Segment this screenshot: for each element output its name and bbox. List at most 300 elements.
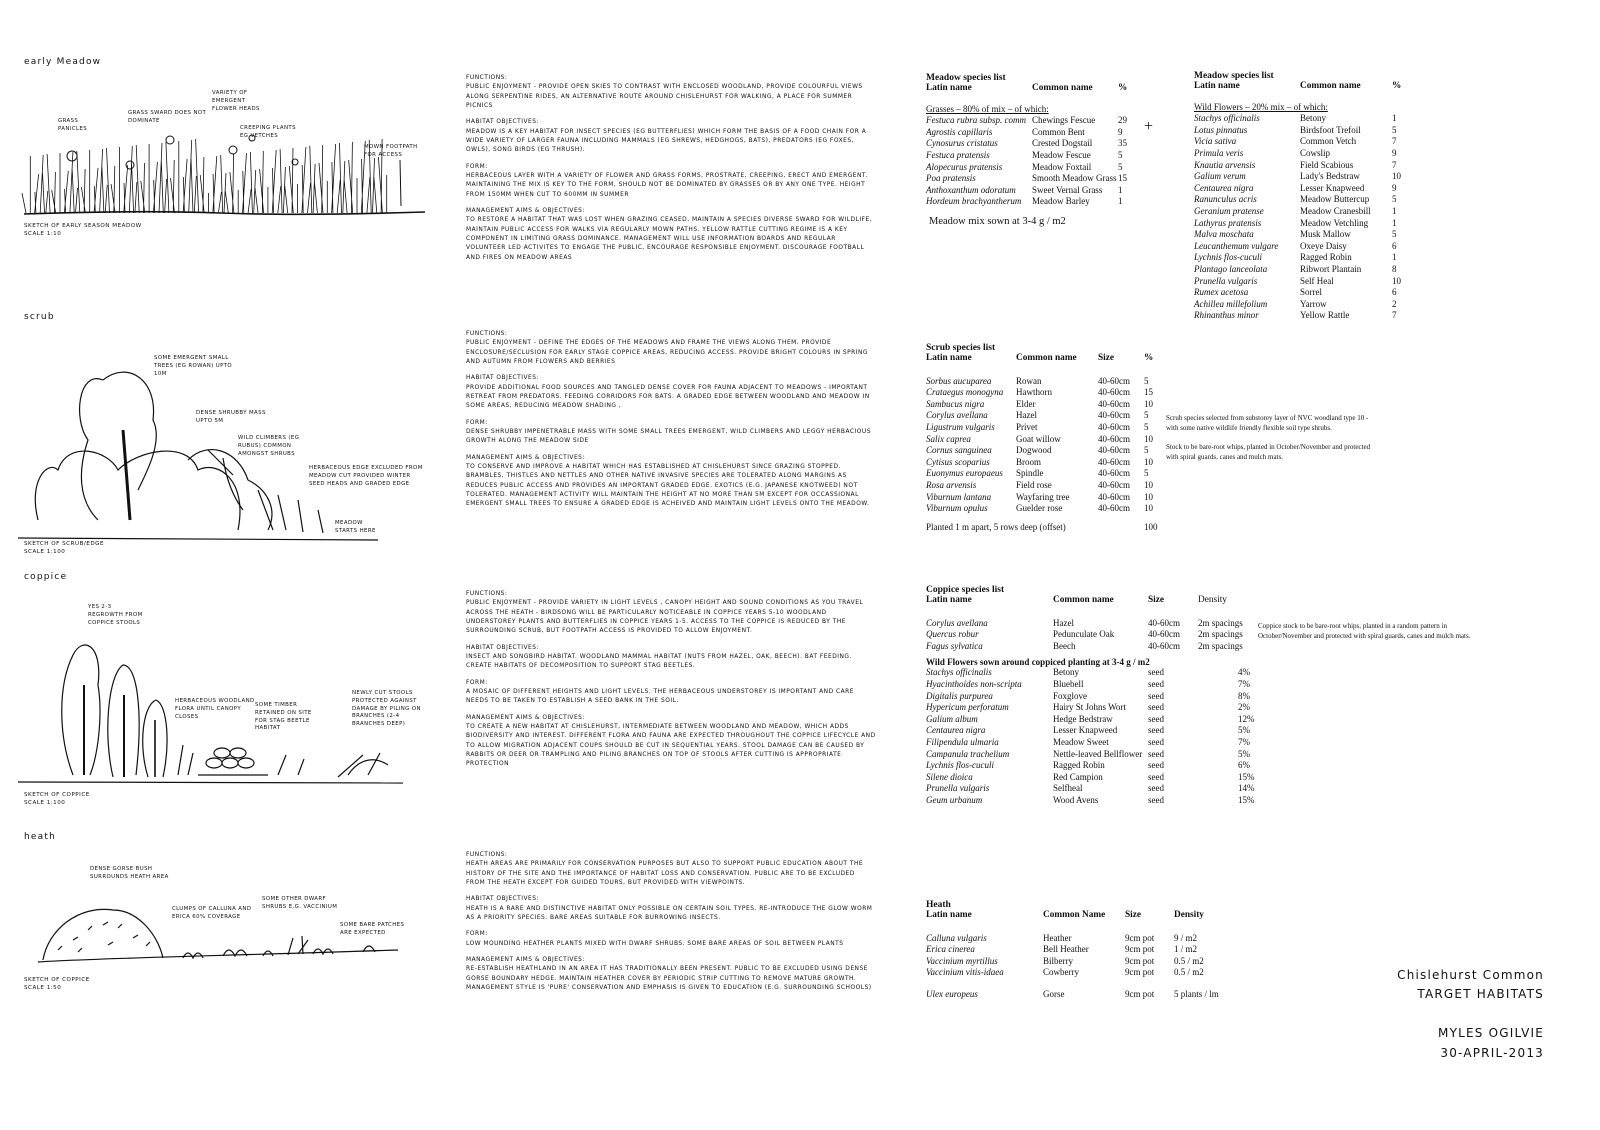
- latin-name: Hordeum brachyantherum: [926, 196, 1022, 207]
- latin-name: Stachys officinalis: [926, 667, 992, 678]
- latin-name: Lotus pinnatus: [1194, 124, 1248, 135]
- table-cell: seed: [1148, 713, 1164, 724]
- meadow-annot-1: GRASS PANICLES: [58, 118, 88, 132]
- table-cell: 12%: [1238, 713, 1255, 724]
- meadow-annot-5: MOWN FOOTPATH FOR ACCESS: [364, 144, 418, 158]
- table-cell: seed: [1148, 748, 1164, 759]
- latin-name: Viburnum opulus: [926, 503, 988, 514]
- table-cell: Lady's Bedstraw: [1300, 171, 1360, 182]
- project-title: Chislehurst Common: [1397, 968, 1544, 982]
- table-row: [926, 679, 1255, 691]
- table-cell: Bluebell: [1053, 678, 1084, 689]
- table-cell: 5: [1392, 229, 1397, 240]
- table-row: [926, 480, 1153, 492]
- table-cell: 5: [1144, 421, 1149, 432]
- meadow-caption: SKETCH OF EARLY SEASON MEADOW SCALE 1:10: [24, 223, 142, 238]
- table-cell: Smooth Meadow Grass: [1032, 173, 1117, 184]
- scrub-annot-1: SOME EMERGENT SMALL TREES (EG ROWAN) UPTO 10M: [154, 355, 233, 377]
- section-title-meadow: early Meadow: [24, 57, 102, 67]
- coppice-annot-3: SOME TIMBER RETAINED ON SITE FOR STAG BEETLE HABITAT: [255, 702, 312, 732]
- meadow-annot-2: GRASS SWARD DOES NOT DOMINATE: [128, 110, 207, 124]
- latin-name: Stachys officinalis: [1194, 113, 1260, 124]
- section-title-heath: heath: [24, 832, 56, 842]
- table-row: [926, 115, 1127, 127]
- table-cell: 8: [1392, 263, 1397, 274]
- latin-name: Festuca pratensis: [926, 149, 990, 160]
- table-row: [926, 714, 1255, 726]
- latin-name: Quercus robur: [926, 629, 979, 640]
- latin-name: Geum urbanum: [926, 794, 983, 805]
- table-cell: 10: [1144, 503, 1153, 514]
- table-cell: Yarrow: [1300, 298, 1327, 309]
- table-cell: 10: [1144, 479, 1153, 490]
- table-cell: 40-60cm: [1098, 387, 1130, 398]
- table-row: [926, 492, 1153, 504]
- table-row: [926, 702, 1255, 714]
- table-row: [926, 667, 1255, 679]
- table-cell: Hawthorn: [1016, 387, 1052, 398]
- table-cell: 10: [1392, 171, 1401, 182]
- meadow-mix-note: Meadow mix sown at 3-4 g / m2: [929, 215, 1066, 227]
- table-cell: Rowan: [1016, 375, 1042, 386]
- scrub-total: 100: [1144, 521, 1158, 532]
- latin-name: Geranium pratense: [1194, 205, 1264, 216]
- table-cell: 10: [1144, 433, 1153, 444]
- table-cell: 5: [1392, 124, 1397, 135]
- table-row: [926, 967, 1204, 979]
- table-row: [926, 162, 1127, 174]
- plus-sign: +: [1144, 118, 1154, 135]
- table-row: [1194, 241, 1401, 253]
- latin-name: Cornus sanguinea: [926, 445, 992, 456]
- table-cell: seed: [1148, 678, 1164, 689]
- table-cell: seed: [1148, 702, 1164, 713]
- table-row: [926, 618, 1243, 630]
- latin-name: Rumex acetosa: [1194, 287, 1249, 298]
- table-cell: seed: [1148, 690, 1164, 701]
- table-cell: Wood Avens: [1053, 794, 1099, 805]
- table-cell: 6%: [1238, 760, 1250, 771]
- latin-name: Ranunculus acris: [1194, 194, 1257, 205]
- heath-annot-4: SOME BARE PATCHES ARE EXPECTED: [340, 922, 405, 936]
- latin-name: Viburnum lantana: [926, 491, 992, 502]
- table-cell: seed: [1148, 760, 1164, 771]
- table-cell: Self Heal: [1300, 275, 1334, 286]
- table-row: [1194, 206, 1401, 218]
- table-row: [926, 434, 1153, 446]
- table-row: [1194, 218, 1401, 230]
- table-cell: seed: [1148, 783, 1164, 794]
- table-cell: 29: [1118, 115, 1127, 126]
- table-cell: 8%: [1238, 690, 1250, 701]
- table-cell: 0.5 / m2: [1174, 967, 1204, 978]
- latin-name: Erica cinerea: [926, 944, 975, 955]
- table-row: [926, 376, 1153, 388]
- table-cell: Meadow Buttercup: [1300, 194, 1370, 205]
- coppice-caption: SKETCH OF COPPICE SCALE 1:100: [24, 792, 90, 807]
- table-cell: Meadow Sweet: [1053, 736, 1109, 747]
- table-row: [926, 783, 1255, 795]
- table-cell: Common Bent: [1032, 126, 1085, 137]
- latin-name: Euonymus europaeus: [926, 468, 1003, 479]
- table-cell: 40-60cm: [1098, 398, 1130, 409]
- table-row: [1194, 287, 1401, 299]
- table-cell: Meadow Cranesbill: [1300, 205, 1371, 216]
- table-row: [926, 127, 1127, 139]
- table-cell: Guelder rose: [1016, 503, 1063, 514]
- table-row: [926, 795, 1255, 807]
- table-row: [926, 944, 1204, 956]
- table-cell: Lesser Knapweed: [1053, 725, 1118, 736]
- latin-name: Crataegus monogyna: [926, 387, 1004, 398]
- table-cell: 7%: [1238, 736, 1250, 747]
- latin-name: Agrostis capillaris: [926, 126, 993, 137]
- table-cell: 1: [1392, 205, 1397, 216]
- table-cell: Hazel: [1016, 410, 1037, 421]
- latin-name: Achillea millefolium: [1194, 298, 1268, 309]
- latin-name: Vaccinium vitis-idaea: [926, 967, 1004, 978]
- latin-name: Centaurea nigra: [1194, 182, 1254, 193]
- table-row: [926, 772, 1255, 784]
- table-cell: 9cm pot: [1125, 932, 1155, 943]
- table-cell: 40-60cm: [1098, 468, 1130, 479]
- table-cell: Broom: [1016, 456, 1042, 467]
- table-row: [926, 629, 1243, 641]
- table-cell: 7: [1392, 310, 1397, 321]
- table-row: [1194, 264, 1401, 276]
- table-row: [1194, 229, 1401, 241]
- table-cell: Wayfaring tree: [1016, 491, 1070, 502]
- table-row: [926, 185, 1127, 197]
- table-cell: 40-60cm: [1098, 503, 1130, 514]
- table-cell: 9: [1392, 182, 1397, 193]
- table-cell: Yellow Rattle: [1300, 310, 1350, 321]
- latin-name: Malva moschata: [1194, 229, 1254, 240]
- table-cell: Sweet Vernal Grass: [1032, 184, 1103, 195]
- table-row: [926, 445, 1153, 457]
- latin-name: Prunella vulgaris: [1194, 275, 1258, 286]
- table-cell: Goat willow: [1016, 433, 1061, 444]
- table-cell: 5: [1118, 161, 1123, 172]
- table-cell: Cowberry: [1043, 967, 1079, 978]
- table-cell: 15%: [1238, 794, 1255, 805]
- table-cell: 5%: [1238, 748, 1250, 759]
- latin-name: Sorbus aucuparea: [926, 375, 992, 386]
- table-cell: Beech: [1053, 640, 1076, 651]
- table-cell: Lesser Knapweed: [1300, 182, 1365, 193]
- table-cell: 2m spacings: [1198, 629, 1243, 640]
- table-cell: 5: [1144, 468, 1149, 479]
- table-row: [1194, 113, 1401, 125]
- author: MYLES OGILVIE: [1438, 1026, 1544, 1041]
- table-cell: seed: [1148, 794, 1164, 805]
- table-cell: 40-60cm: [1148, 617, 1180, 628]
- latin-name: Centaurea nigra: [926, 725, 986, 736]
- table-cell: Elder: [1016, 398, 1036, 409]
- table-cell: 15: [1144, 387, 1153, 398]
- table-cell: Sorrel: [1300, 287, 1322, 298]
- table-cell: 7: [1392, 136, 1397, 147]
- table-cell: 10: [1144, 398, 1153, 409]
- table-cell: 10: [1144, 491, 1153, 502]
- table-cell: 5%: [1238, 725, 1250, 736]
- table-row: [926, 933, 1204, 945]
- table-cell: Field rose: [1016, 479, 1052, 490]
- table-row: [1194, 183, 1401, 195]
- table-cell: seed: [1148, 725, 1164, 736]
- table-cell: 10: [1392, 275, 1401, 286]
- latin-name: Lychnis flos-cuculi: [1194, 252, 1262, 263]
- table-cell: 15: [1118, 173, 1127, 184]
- table-row: [926, 956, 1204, 968]
- table-cell: 40-60cm: [1098, 491, 1130, 502]
- coppice-species-list: Coppice species list Latin name Common name Size Density Corylus avellana Hazel 40-60cm 2m spacings Quercus robur Pedunculate Oak 40-60cm 2m spacings Fagus sylvatica Beech 40-60cm 2m spacings Wild Flowers sown around coppiced planting at 3-4 g / m2 Stachys officinalis Betony seed 4% Hyacinthoides non-scripta Bluebell seed 7% Digitalis purpurea Foxglove seed 8% Hypericum perforatum Hairy St Johns Wort seed 2% Galium album Hedge Bedstraw seed 12% Centaurea nigra Lesser Knapweed seed 5% Filipendula ulmaria Meadow Sweet seed 7% Campanula trachelium Nettle-leaved Bellflower seed 5% Lychnis flos-cuculi Ragged Robin seed 6% Silene dioica Red Campion seed 15% Prunella vulgaris Selfheal seed 14% Geum urbanum Wood Avens seed 15%: [926, 585, 1255, 805]
- table-cell: Privet: [1016, 421, 1038, 432]
- date: 30-APRIL-2013: [1440, 1045, 1544, 1060]
- table-row: [1194, 276, 1401, 288]
- meadow-annot-4: CREEPING PLANTS EG VETCHES: [240, 125, 296, 139]
- heath-species-list: Heath Latin name Common Name Size Density Calluna vulgaris Heather 9cm pot 9 / m2 Erica cinerea Bell Heather 9cm pot 1 / m2 Vaccinium myrtillus Bilberry 9cm pot 0.5 / m2 Vaccinium vitis-idaea Cowberry 9cm pot 0.5 / m2 Ulex europeus Gorse 9cm pot 5 plants / lm: [926, 900, 1219, 999]
- table-row: [1194, 171, 1401, 183]
- table-row: [1194, 125, 1401, 137]
- table-cell: Field Scabious: [1300, 159, 1354, 170]
- table-row: [926, 641, 1243, 653]
- table-cell: 1: [1392, 252, 1397, 263]
- table-row: [926, 422, 1153, 434]
- latin-name: Vaccinium myrtillus: [926, 955, 998, 966]
- table-cell: 40-60cm: [1098, 421, 1130, 432]
- latin-name: Sambucus nigra: [926, 398, 985, 409]
- table-cell: Cowslip: [1300, 147, 1331, 158]
- table-row: [926, 749, 1255, 761]
- coppice-annot-4: NEWLY CUT STOOLS PROTECTED AGAINST DAMAGE BY PILING ON BRANCHES (2-4 BRANCHES DEEP): [352, 690, 421, 728]
- latin-name: Vicia sativa: [1194, 136, 1237, 147]
- latin-name: Fagus sylvatica: [926, 640, 983, 651]
- latin-name: Silene dioica: [926, 771, 973, 782]
- heath-annot-2: CLUMPS OF CALLUNA AND ERICA 60% COVERAGE: [172, 906, 252, 920]
- table-cell: 9: [1118, 126, 1123, 137]
- table-row: [1194, 160, 1401, 172]
- latin-name: Leucanthemum vulgare: [1194, 240, 1279, 251]
- latin-name: Galium verum: [1194, 171, 1246, 182]
- table-cell: 40-60cm: [1098, 433, 1130, 444]
- table-cell: 35: [1118, 138, 1127, 149]
- table-cell: Betony: [1053, 667, 1079, 678]
- table-row: [926, 138, 1127, 150]
- scrub-notes: Scrub species selected from substorey layer of NVC woodland type 10 - with some native wildlife friendly flexible soil type shrubs. Stock to be bare-root whips, planted in October/November and protected with spiral guards, canes and mulch mats.: [1166, 414, 1371, 462]
- latin-name: Rhinanthus minor: [1194, 310, 1259, 321]
- latin-name: Galium album: [926, 713, 978, 724]
- table-cell: 9cm pot: [1125, 967, 1155, 978]
- latin-name: Plantago lanceolata: [1194, 263, 1268, 274]
- table-row: [926, 760, 1255, 772]
- latin-name: Alopecurus pratensis: [926, 161, 1003, 172]
- meadow-description: FUNCTIONS: PUBLIC ENJOYMENT - PROVIDE OPEN SKIES TO CONTRAST WITH ENCLOSED WOODLAND, PROVIDE COLOURFUL VIEWS ALONG SERPENTINE RIDES, AN ALTERNATIVE ROUTE AROUND CHISLEHURST FOR WALKING, A PLACE FOR SUMMER PICNICS HABITAT OBJECTIVES: MEADOW IS A KEY HABITAT FOR INSECT SPECIES (EG BUTTERFLIES) WHICH FORM THE BASIS OF A FOOD CHAIN FOR A WIDE VARIETY OF LARGER FAUNA INCLUDING MAMMALS (EG SHREWS, HEDGHOGS, BATS), PREDATORS (EG FOXES, OWLS), SONG BIRDS (EG THRUSH). FORM: HERBACEOUS LAYER WITH A VARIETY OF FLOWER AND GRASS FORMS, PROSTRATE, CREEPING, ERECT AND EMERGENT. MAINTAINING THE MIX IS KEY TO THE FORM, SHOULD NOT BE DOMINATED BY GRASSES OR BY ANY ONE TYPE. HEIGHT FROM 150MM WHEN CUT TO 600MM IN SUMMER MANAGEMENT AIMS & OBJECTIVES: TO RESTORE A HABITAT THAT WAS LOST WHEN GRAZING CEASED, MAINTAIN A SPECIES DIVERSE SWARD FOR WILDLIFE, MAINTAIN PUBLIC ACCESS FOR WALKS VIA REGULARLY MOWN PATHS. YELLOW RATTLE CUTTING REGIME IS A KEY COMPONENT IN LIMITING GRASS DOMINANCE. MANAGEMENT WILL USE INFORMATION BOARDS AND REGULAR VOLUNTEER LED ACTIVITES TO ENGAGE THE PUBLIC, ENCOURAGE RESPONSIBLE ENJOYMENT. DISCOURAGE FOOTBALL AND FIRES ON MEADOW AREAS: [466, 75, 873, 261]
- scrub-species-list: Scrub species list Latin name Common name Size % Sorbus aucuparea Rowan 40-60cm 5 Crataegus monogyna Hawthorn 40-60cm 15 Sambucus nigra Elder 40-60cm 10 Corylus avellana Hazel 40-60cm 5 Ligustrum vulgaris Privet 40-60cm 5 Salix caprea Goat willow 40-60cm 10 Cornus sanguinea Dogwood 40-60cm 5 Cytisus scoparius Broom 40-60cm 10 Euonymus europaeus Spindle 40-60cm 5 Rosa arvensis Field rose 40-60cm 10 Viburnum lantana Wayfaring tree 40-60cm 10 Viburnum opulus Guelder rose 40-60cm 10 Planted 1 m apart, 5 rows deep (offset) 100: [926, 343, 1158, 532]
- table-cell: Hedge Bedstraw: [1053, 713, 1113, 724]
- table-cell: Foxglove: [1053, 690, 1088, 701]
- table-cell: 40-60cm: [1098, 375, 1130, 386]
- table-cell: 40-60cm: [1098, 445, 1130, 456]
- latin-name: Prunella vulgaris: [926, 783, 990, 794]
- scrub-annot-2: DENSE SHRUBBY MASS UPTO 5M: [196, 410, 266, 424]
- table-row: [926, 399, 1153, 411]
- table-cell: Musk Mallow: [1300, 229, 1351, 240]
- table-cell: Meadow Barley: [1032, 196, 1090, 207]
- table-cell: 1 / m2: [1174, 944, 1198, 955]
- table-cell: Meadow Foxtail: [1032, 161, 1092, 172]
- latin-name: Ligustrum vulgaris: [926, 421, 995, 432]
- table-cell: 40-60cm: [1148, 640, 1180, 651]
- latin-name: Knautia arvensis: [1194, 159, 1256, 170]
- table-cell: 5: [1392, 194, 1397, 205]
- scrub-planting-note: Planted 1 m apart, 5 rows deep (offset): [926, 521, 1066, 532]
- table-cell: seed: [1148, 736, 1164, 747]
- coppice-annot-2: HERBACEOUS WOODLAND FLORA UNTIL CANOPY CLOSES: [175, 698, 255, 720]
- table-cell: 2m spacings: [1198, 640, 1243, 651]
- table-row: [1194, 310, 1401, 322]
- table-cell: Crested Dogstail: [1032, 138, 1093, 149]
- table-row: [926, 503, 1153, 515]
- latin-name: Rosa arvensis: [926, 479, 977, 490]
- table-row: [926, 468, 1153, 480]
- table-cell: Chewings Fescue: [1032, 115, 1096, 126]
- table-cell: Heather: [1043, 932, 1072, 943]
- latin-name: Lathyrus pratensis: [1194, 217, 1262, 228]
- table-row: [1194, 194, 1401, 206]
- table-cell: Meadow Vetchling: [1300, 217, 1369, 228]
- table-cell: 1: [1118, 184, 1123, 195]
- scrub-description: FUNCTIONS: PUBLIC ENJOYMENT - DEFINE THE EDGES OF THE MEADOWS AND FRAME THE VIEWS ALONG THEM. PROVIDE ENCLOSURE/SECLUSION FOR EARLY STAGE COPPICE AREAS, REDUCING ACCESS. PROVIDE BRIGHT COLOURS IN SPRING AND AUTUMN FROM FLOWERS AND BERRIES HABITAT OBJECTIVES: PROVIDE ADDITIONAL FOOD SOURCES AND TANGLED DENSE COVER FOR FAUNA ADJACENT TO MEADOWS - IMPORTANT RETREAT FROM PREDATORS. FEEDING CORRIDORS FOR BATS. A GRADED EDGE BETWEEN WOODLAND AND MEADOW IN SOME AREAS, REDUCING MEADOW SHADING , FORM: DENSE SHRUBBY IMPENETRABLE MASS WITH SOME SMALL TREES EMERGENT, WILD CLIMBERS AND LEGGY HERBACIOUS GROWTH ALONG THE MEADOW SIDE MANAGEMENT AIMS & OBJECTIVES: TO CONSERVE AND IMPROVE A HABITAT WHICH HAS ESTABLISHED AT CHISLEHURST SINCE GRAZING STOPPED. BRAMBLES, THISTLES AND NETTLES AND OTHER NATIVE INVASIVE SPECIES ARE TOLERATED ALONG MARGINS AS REDUCES PUBLIC ACCESS AND PROVIDES AN IMPORTANT GRADED EDGE. EXOTICS (E.G. JAPANESE KNOTWEED) NOT TOLERATED. MANAGEMENT ACTIVITY WILL MAINTAIN THE HEIGHT AT NO MORE THAN 5M EXCEPT FOR OCCASSIONAL EMERGENT SMALL TREES TO ENSURE A GRADED EDGE IS ACHEIVED AND MAINTAIN LIGHT LEVELS ONTO THE MEADOW.: [466, 331, 871, 508]
- table-cell: 5: [1144, 410, 1149, 421]
- table-cell: 1: [1392, 113, 1397, 124]
- table-cell: Bilberry: [1043, 955, 1073, 966]
- heath-annot-3: SOME OTHER DWARF SHRUBS E.G. VACCINIUM: [262, 896, 338, 910]
- table-row: [1194, 148, 1401, 160]
- heath-caption: SKETCH OF COPPICE SCALE 1:50: [24, 977, 90, 992]
- coppice-annot-1: YES 2-3 REGROWTH FROM COPPICE STOOLS: [88, 604, 143, 626]
- latin-name: Corylus avellana: [926, 617, 988, 628]
- table-row: [926, 457, 1153, 469]
- table-cell: 6: [1392, 240, 1397, 251]
- scrub-annot-5: MEADOW STARTS HERE: [335, 520, 376, 534]
- table-cell: 1: [1392, 217, 1397, 228]
- latin-name: Poa pratensis: [926, 173, 976, 184]
- table-cell: Hazel: [1053, 617, 1074, 628]
- latin-name: Cytisus scoparius: [926, 456, 990, 467]
- table-cell: seed: [1148, 667, 1164, 678]
- table-cell: 40-60cm: [1098, 479, 1130, 490]
- table-cell: 6: [1392, 287, 1397, 298]
- table-cell: seed: [1148, 771, 1164, 782]
- table-cell: 0.5 / m2: [1174, 955, 1204, 966]
- table-row: [1194, 136, 1401, 148]
- latin-name: Primula veris: [1194, 147, 1244, 158]
- table-cell: 7%: [1238, 678, 1250, 689]
- table-cell: 9cm pot: [1125, 955, 1155, 966]
- section-title-coppice: coppice: [24, 572, 68, 582]
- latin-name: Digitalis purpurea: [926, 690, 993, 701]
- scrub-annot-3: WILD CLIMBERS (EG RUBUS) COMMON AMONGST SHRUBS: [238, 435, 300, 457]
- table-cell: 40-60cm: [1098, 456, 1130, 467]
- heath-annot-1: DENSE GORSE BUSH SURROUNDS HEATH AREA: [90, 866, 169, 880]
- table-cell: Ribwort Plantain: [1300, 263, 1362, 274]
- drawing-title: TARGET HABITATS: [1417, 987, 1544, 1002]
- table-cell: 5: [1118, 149, 1123, 160]
- table-row: [926, 387, 1153, 399]
- latin-name: Festuca rubra subsp. comm: [926, 115, 1026, 126]
- table-cell: 9cm pot: [1125, 944, 1155, 955]
- table-cell: 2%: [1238, 702, 1250, 713]
- section-title-scrub: scrub: [24, 312, 55, 322]
- table-cell: 15%: [1238, 771, 1255, 782]
- table-cell: Meadow Fescue: [1032, 149, 1091, 160]
- table-cell: 4%: [1238, 667, 1250, 678]
- latin-name: Salix caprea: [926, 433, 971, 444]
- table-cell: Birdsfoot Trefoil: [1300, 124, 1361, 135]
- table-row: [926, 410, 1153, 422]
- table-cell: 9 / m2: [1174, 932, 1198, 943]
- table-row: [926, 725, 1255, 737]
- table-row: [1194, 299, 1401, 311]
- latin-name: Corylus avellana: [926, 410, 988, 421]
- table-cell: Selfheal: [1053, 783, 1083, 794]
- table-cell: 1: [1118, 196, 1123, 207]
- title-block: [1397, 966, 1544, 1063]
- latin-name: Anthoxanthum odoratum: [926, 184, 1016, 195]
- latin-name: Campanula trachelium: [926, 748, 1010, 759]
- table-row: [926, 737, 1255, 749]
- table-row: [926, 691, 1255, 703]
- table-cell: Red Campion: [1053, 771, 1103, 782]
- table-cell: Common Vetch: [1300, 136, 1357, 147]
- table-cell: 2m spacings: [1198, 617, 1243, 628]
- table-cell: Dogwood: [1016, 445, 1052, 456]
- table-row: [926, 150, 1127, 162]
- table-cell: Ragged Robin: [1053, 760, 1105, 771]
- latin-name: Cynosurus cristatus: [926, 138, 998, 149]
- table-cell: 5: [1144, 445, 1149, 456]
- table-cell: 14%: [1238, 783, 1255, 794]
- table-cell: Ragged Robin: [1300, 252, 1352, 263]
- meadow-flowers-list: Meadow species list Latin name Common name % Wild Flowers – 20% mix – of which: Stachys officinalis Betony 1 Lotus pinnatus Birdsfoot Trefoil 5 Vicia sativa Common Vetch 7 Primula veris Cowslip 9 Knautia arvensis Field Scabious 7 Galium verum Lady's Bedstraw 10 Centaurea nigra Lesser Knapweed 9 Ranunculus acris Meadow Buttercup 5 Geranium pratense Meadow Cranesbill 1 Lathyrus pratensis Meadow Vetchling 1 Malva moschata Musk Mallow 5 Leucanthemum vulgare Oxeye Daisy 6 Lychnis flos-cuculi Ragged Robin 1 Plantago lanceolata Ribwort Plantain 8 Prunella vulgaris Self Heal 10 Rumex acetosa Sorrel 6 Achillea millefolium Yarrow 2 Rhinanthus minor Yellow Rattle 7: [1194, 71, 1402, 321]
- latin-name: Hyacinthoides non-scripta: [926, 678, 1022, 689]
- table-cell: 9: [1392, 147, 1397, 158]
- scrub-caption: SKETCH OF SCRUB/EDGE SCALE 1:100: [24, 541, 105, 556]
- table-cell: Nettle-leaved Bellflower: [1053, 748, 1143, 759]
- latin-name: Lychnis flos-cuculi: [926, 760, 994, 771]
- coppice-description: FUNCTIONS: PUBLIC ENJOYMENT - PROVIDE VARIETY IN LIGHT LEVELS , CANOPY HEIGHT AND SOUND CONDITIONS AS YOU TRAVEL ACROSS THE HEATH - BIRDSONG WILL BE PARTICULARLY NOTICEABLE IN COPPICE YEARS 5-10 WOODLAND UNDERSTOREY PLANTS AND BUTTERFLIES IN COPPICE YEARS 1-5. ACCESS TO THE COPPICE IS REDUCED BY THE SURROUNDING SCRUB, BUT FOOTPATH ACCESS IS PROVIDED TO ALLOW ENJOYMENT. HABITAT OBJECTIVES: INSECT AND SONGBIRD HABITAT. WOODLAND MAMMAL HABITAT (NUTS FROM HAZEL, OAK, BEECH). BAT FEEDING. CREATE HABITATS OF DECOMPOSITION TO SUPPORT STAG BEETLES. FORM: A MOSAIC OF DIFFERENT HEIGHTS AND LIGHT LEVELS. THE HERBACEOUS UNDERSTOREY IS IMPORTANT AND CARE NEEDS TO BE TAKEN TO ESTABLISH A SEED BANK IN THE SOIL. MANAGEMENT AIMS & OBJECTIVES: TO CREATE A NEW HABITAT AT CHISLEHURST, INTERMEDIATE BETWEEN WOODLAND AND MEADOW, WHICH ADDS BIODIVERSITY AND INTEREST. DIFFERENT FLORA AND FAUNA ARE EXPECTED THROUGHOUT THE COPPICE LIFECYCLE AND TO ALLOW MIGRATION ADJACENT COUPS SHOULD BE CUT IN SEQUENTIAL YEARS. STOOL DAMAGE CAN BE CAUSED BY RABBITS OR DEER OR TRAMPLING AND PILING BRANCHES ON TOP OF STOOLS AFTER CUTTING IS APPROPRIATE PROTECTION: [466, 591, 876, 768]
- coppice-note: Coppice stock to be bare-root whips, planted in a random pattern in October/November and protected with spiral guards, canes and mulch mats.: [1258, 622, 1471, 641]
- table-cell: Spindle: [1016, 468, 1044, 479]
- table-cell: 2: [1392, 298, 1397, 309]
- table-cell: Hairy St Johns Wort: [1053, 702, 1126, 713]
- table-row: [1194, 252, 1401, 264]
- table-cell: 7: [1392, 159, 1397, 170]
- latin-name: Hypericum perforatum: [926, 702, 1009, 713]
- table-cell: 5: [1144, 375, 1149, 386]
- table-cell: 40-60cm: [1098, 410, 1130, 421]
- table-cell: Pedunculate Oak: [1053, 629, 1115, 640]
- meadow-annot-3: VARIETY OF EMERGENT FLOWER HEADS: [212, 90, 260, 112]
- meadow-grasses-list: Meadow species list Latin name Common name % Grasses – 80% of mix – of which: Festuca rubra subsp. comm Chewings Fescue 29 Agrostis capillaris Common Bent 9 Cynosurus cristatus Crested Dogstail 35 Festuca pratensis Meadow Fescue 5 Alopecurus pratensis Meadow Foxtail 5 Poa pratensis Smooth Meadow Grass 15 Anthoxanthum odoratum Sweet Vernal Grass 1 Hordeum brachyantherum Meadow Barley 1 Meadow mix sown at 3-4 g / m2: [926, 73, 1128, 227]
- table-cell: Oxeye Daisy: [1300, 240, 1347, 251]
- scrub-annot-4: HERBACEOUS EDGE EXCLUDED FROM MEADOW CUT PROVIDED WINTER SEED HEADS AND GRADED EDGE: [309, 465, 423, 487]
- latin-name: Filipendula ulmaria: [926, 736, 999, 747]
- table-cell: Betony: [1300, 113, 1326, 124]
- table-row: [926, 196, 1127, 208]
- table-cell: 40-60cm: [1148, 629, 1180, 640]
